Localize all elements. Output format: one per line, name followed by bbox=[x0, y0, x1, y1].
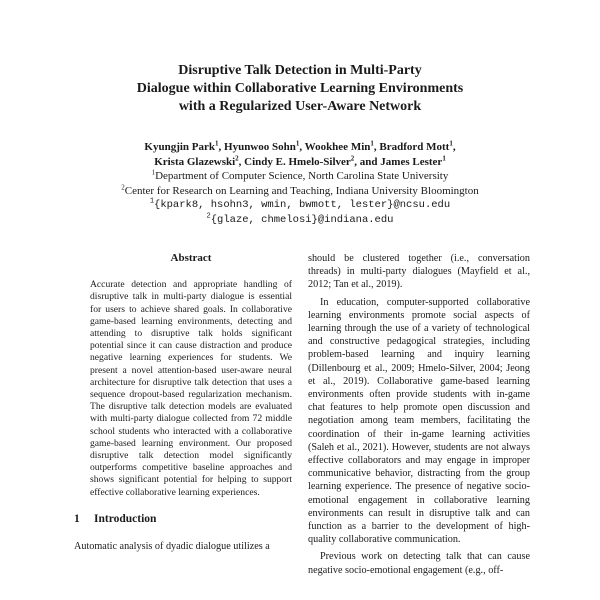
email-sup: 1 bbox=[149, 197, 155, 206]
left-column bbox=[74, 252, 292, 553]
affiliation-text: Center for Research on Learning and Teaching, Indiana University Bloomington bbox=[124, 184, 479, 197]
author-name: Bradford Mott bbox=[379, 141, 450, 153]
title-line: Disruptive Talk Detection in Multi-Party bbox=[178, 63, 422, 78]
author-name: Kyungjin Park bbox=[144, 141, 216, 153]
affiliation-sup: 2 bbox=[121, 182, 125, 191]
author-sup: 1 bbox=[215, 139, 219, 148]
email-1 bbox=[60, 198, 540, 213]
authors-line-1 bbox=[60, 140, 540, 155]
affiliation-2 bbox=[60, 184, 540, 199]
author-sup: 1 bbox=[449, 139, 453, 148]
author-sep: , bbox=[452, 141, 456, 153]
title-line: Dialogue within Collaborative Learning Environments bbox=[136, 81, 464, 96]
email-text: {glaze, chmelosi}@indiana.edu bbox=[210, 213, 394, 226]
right-column bbox=[308, 252, 530, 577]
email-2 bbox=[60, 213, 540, 228]
author-name: Cindy E. Hmelo-Silver bbox=[244, 155, 351, 168]
author-name: Wookhee Min bbox=[304, 141, 371, 153]
author-sup: 1 bbox=[442, 153, 446, 162]
author-block bbox=[60, 140, 540, 227]
email-text: {kpark8, hsohn3, wmin, bwmott, lester}@ncsu.edu bbox=[154, 199, 451, 211]
section-heading-introduction bbox=[74, 513, 292, 526]
author-sep: , bbox=[238, 155, 245, 168]
author-sep: , and bbox=[354, 155, 381, 168]
author-name: Krista Glazewski bbox=[154, 155, 236, 168]
author-sep: , bbox=[299, 141, 305, 153]
paragraph-continued: should be clustered together (i.e., conversation threads) in multi-party dialogues (Mayfield et al., 2012; Tan et al., 2019). bbox=[308, 253, 530, 291]
author-sep: , bbox=[373, 141, 380, 153]
title-line: with a Regularized User-Aware Network bbox=[178, 99, 422, 114]
author-sep: , bbox=[218, 141, 225, 153]
email-sup: 2 bbox=[206, 212, 211, 220]
authors-line-2 bbox=[60, 155, 540, 170]
author-sup: 2 bbox=[350, 153, 355, 162]
section-title: Introduction bbox=[94, 512, 157, 525]
section-number: 1 bbox=[74, 512, 80, 525]
author-sup: 2 bbox=[235, 153, 239, 162]
affiliation-1 bbox=[60, 169, 540, 184]
abstract-heading: Abstract bbox=[170, 252, 212, 264]
intro-first-line: Automatic analysis of dyadic dialogue utilizes a bbox=[74, 541, 270, 553]
paragraph-previous-work: Previous work on detecting talk that can cause negative socio-emotional engagement (e.g., off- bbox=[308, 551, 530, 576]
author-sup: 1 bbox=[295, 139, 300, 148]
author-name: Hyunwoo Sohn bbox=[224, 141, 296, 153]
author-name: James Lester bbox=[380, 155, 443, 168]
affiliation-sup: 1 bbox=[151, 168, 156, 177]
author-sup: 1 bbox=[370, 139, 374, 148]
affiliation-text: Department of Computer Science, North Carolina State University bbox=[155, 170, 449, 182]
paragraph-education: In education, computer-supported collaborative learning environments promote social aspects of learning through the use of a variety of technological and constructive pedagogical strategies, including problem-based learning and inquiry learning (Dillenbourg et al., 2009; Hmelo-Silver, 2004; Jeong et al., 2019). Collaborative game-based learning environments often provide students with in-game chat features to help promote open discussion and negotiation among team members, facilitating the coordination of their in-game learning activities (Saleh et al., 2021). However, students are not always effective collaborators and may engage in improper communicative behavior, distracting from the group learning experience. The presence of negative socio-emotional engagement in collaborative learning environments can result in disruptive talk and can function as a barrier to the development of high-quality collaborative communication. bbox=[308, 296, 530, 546]
paper-title bbox=[80, 62, 520, 116]
abstract-body: Accurate detection and appropriate handling of disruptive talk in multi-party dialogue is essential for users to achieve shared goals. In collaborative game-based learning environments, detecting and attending to disruptive talk holds significant potential since it can cause distraction and produce negative learning experiences for students. We present a novel attention-based user-aware neural architecture for disruptive talk detection that uses a sequence dropout-based regularization mechanism. The disruptive talk detection models are evaluated with multi-party dialogue collected from 72 middle school students who interacted with a collaborative game-based learning environment. Our proposed disruptive talk detection model significantly outperforms competitive baseline approaches and shows significant potential for helping to support effective collaborative learning experiences. bbox=[90, 279, 292, 498]
